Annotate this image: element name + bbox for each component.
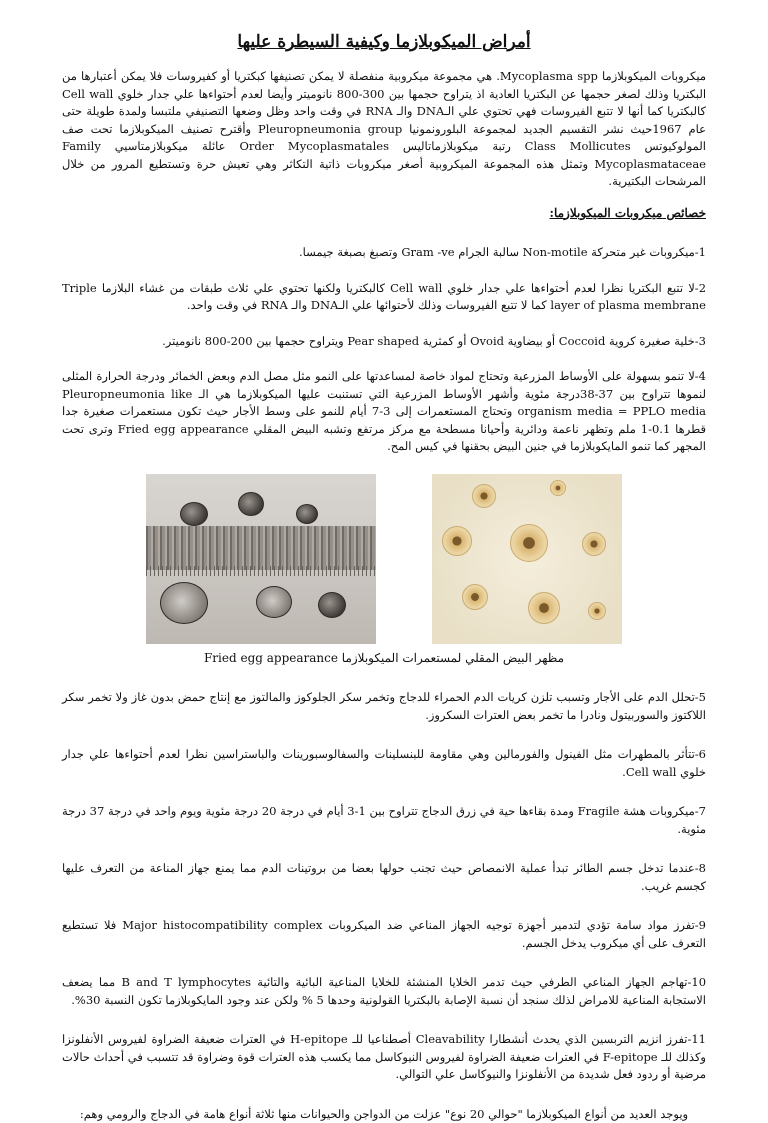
colony bbox=[588, 602, 606, 620]
micrograph-cell bbox=[256, 586, 292, 618]
micrograph-fringe bbox=[146, 566, 376, 576]
list-item: 7-ميكروبات هشة Fragile ومدة بقاءها حية في زرق الدجاج تتراوح بين 1-3 أيام في درجة 20 درجة مئوية ويوم واحد في درجة 37 درجة مئوية. bbox=[62, 803, 706, 838]
colony bbox=[528, 592, 560, 624]
colony-plate-image bbox=[432, 474, 622, 644]
list-item: 6-تتأثر بالمطهرات مثل الفينول والفورمالين وهي مقاومة للبنسلينات والسفالوسبورينات والباستراسين نظرا لعدم أحتواءها علي جدار خلوي Cell wall. bbox=[62, 746, 706, 781]
list-item: 11-تفرز انزيم التربسين الذي يحدث أنشطارا Cleavability أصطناعيا للـ H-epitope في العترات ضعيفة الضراوة لفيروس الأنفلونزا وكذلك للـ F-epitope في العترات ضعيفة الضراوة لفيروس النيوكاسل مما يكسب هذه العترات قوة وضراوة قد تتسبب في أحداث حالات مرضية أو ردود فعل شديدة من الأنفلونزا والنيوكاسل علي التوالي. bbox=[62, 1031, 706, 1084]
closing-sentence: ويوجد العديد من أنواع الميكوبلازما "حوالي 20 نوع" عزلت من الدواجن والحيوانات منها ثلاثة أنواع هامة في الدجاج والرومي وهم: bbox=[62, 1106, 706, 1123]
list-item: 4-لا تنمو بسهولة على الأوساط المزرعية وتحتاج لمواد خاصة لمساعدتها على النمو مثل مصل الدم وبعض الخمائر ودرجة الحرارة المثلى لنموها تتراوح بين 37-38درجة مئوية وأشهر الأوساط المزرعية التي تستنبت عليها الميكوبلازما هي الـ Pleuropneumonia like organism media = PPLO media وتحتاج المستعمرات إلى 3-7 أيام للنمو على وسط الأجار حيث تكون مستعمرات صغيرة جدا قطرها 0.1-1 ملم وتظهر ناعمة ودائرية وأحيانا مسطحة مع مركز مرتفع وتشبه البيض المقلي Fried egg appearance وترى تحت المجهر كما تنمو المايكوبلازما في جنين البيض بحقنها في كيس المح. bbox=[62, 368, 706, 456]
list-item: 9-تفرز مواد سامة تؤدي لتدمير أجهزة توجيه الجهاز المناعي ضد الميكروبات Major histocompatibility complex فلا تستطيع التعرف على أي ميكروب يدخل الجسم. bbox=[62, 917, 706, 952]
list-item: 1-ميكروبات غير متحركة Non-motile سالبة الجرام Gram -ve وتصبغ بصبغة جيمسا. bbox=[62, 244, 706, 262]
micrograph-cell bbox=[180, 502, 208, 526]
intro-paragraph: ميكروبات الميكوبلازما Mycoplasma spp. هي مجموعة ميكروبية منفصلة لا يمكن تصنيفها كبكتريا أو كفيروسات فلا يمكن أعتبارها من البكتريا وذلك لصغر حجمها عن البكتريا العادية اذ يتراوح حجمها بين 300-800 نانوميتر وأيضا لعدم أحتواءها علي جدار خلوي Cell wall كالبكتريا كما أنها لا تتبع الفيروسات فهي تحتوي علي الـDNA والـ RNA في وقت واحد وظل وضعها التصنيفي ملتبسا ولمدة طويلة حتى عام 1967حيث نشر التقسيم الجديد لمجموعة البلورونمونيا Pleuropneumonia group وأقترح تصنيف الميكوبلازما تحت صف المولوكيوتس Class Mollicutes رتبة ميكوبلازماتاليس Order Mycoplasmatales عائلة ميكوبلازمتاسيي Family Mycoplasmataceae وتمثل هذه المجموعة الميكروبية أصغر ميكروبات ذاتية التكاثر وهي تعيش حرة وتستطيع المرور من خلال المرشحات البكتيرية. bbox=[62, 68, 706, 191]
micrograph-cell bbox=[238, 492, 264, 516]
colony bbox=[510, 524, 548, 562]
colony bbox=[472, 484, 496, 508]
colony bbox=[582, 532, 606, 556]
electron-micrograph-image bbox=[146, 474, 376, 644]
section-title: خصائص ميكروبات الميكوبلازما: bbox=[62, 205, 706, 223]
list-item: 10-تهاجم الجهاز المناعي الطرفي حيث تدمر الخلايا المنشئة للخلايا المناعية البائية والتائية B and T lymphocytes مما يضعف الاستجابة المناعية للامراض لذلك سنجد أن نسبة الإصابة بالبكتريا القولونية وحدها 5 % ولكن عند وجود المايكوبلازما تكون النسبة 30%. bbox=[62, 974, 706, 1009]
figure bbox=[62, 474, 706, 644]
micrograph-cell bbox=[160, 582, 208, 624]
colony bbox=[462, 584, 488, 610]
colony bbox=[442, 526, 472, 556]
list-item: 3-خلية صغيرة كروية Coccoid أو بيضاوية Ovoid أو كمثرية Pear shaped ويتراوح حجمها بين 200-800 نانوميتر. bbox=[62, 333, 706, 351]
document-title: أمراض الميكوبلازما وكيفية السيطرة عليها bbox=[62, 32, 706, 52]
colony bbox=[550, 480, 566, 496]
micrograph-cell bbox=[318, 592, 346, 618]
micrograph-cell bbox=[296, 504, 318, 524]
list-item: 5-تحلل الدم على الأجار وتسبب تلزن كريات الدم الحمراء للدجاج وتخمر سكر الجلوكوز والمالتوز مع إنتاج حمض بدون غاز ولا تخمر سكر اللاكتوز والسوربيتول ونادرا ما تخمر بعض العترات السكروز. bbox=[62, 689, 706, 724]
list-item: 8-عندما تدخل جسم الطائر تبدأ عملية الانمصاص حيث تجنب حولها بعضا من بروتينات الدم مما يمنع جهاز المناعة من التعرف عليها كجسم غريب. bbox=[62, 860, 706, 895]
figure-caption: مظهر البيض المقلي لمستعمرات الميكوبلازما Fried egg appearance bbox=[62, 650, 706, 668]
list-item: 2-لا تتبع البكتريا نظرا لعدم أحتواءها علي جدار خلوي Cell wall كالبكتريا ولكنها تحتوي علي ثلاث طبقات من غشاء البلازما Triple layer of plasma membrane كما لا تتبع الفيروسات وذلك لأحتوائها علي الـDNA والـ RNA في وقت واحد. bbox=[62, 280, 706, 315]
micrograph-membrane-band bbox=[146, 526, 376, 570]
